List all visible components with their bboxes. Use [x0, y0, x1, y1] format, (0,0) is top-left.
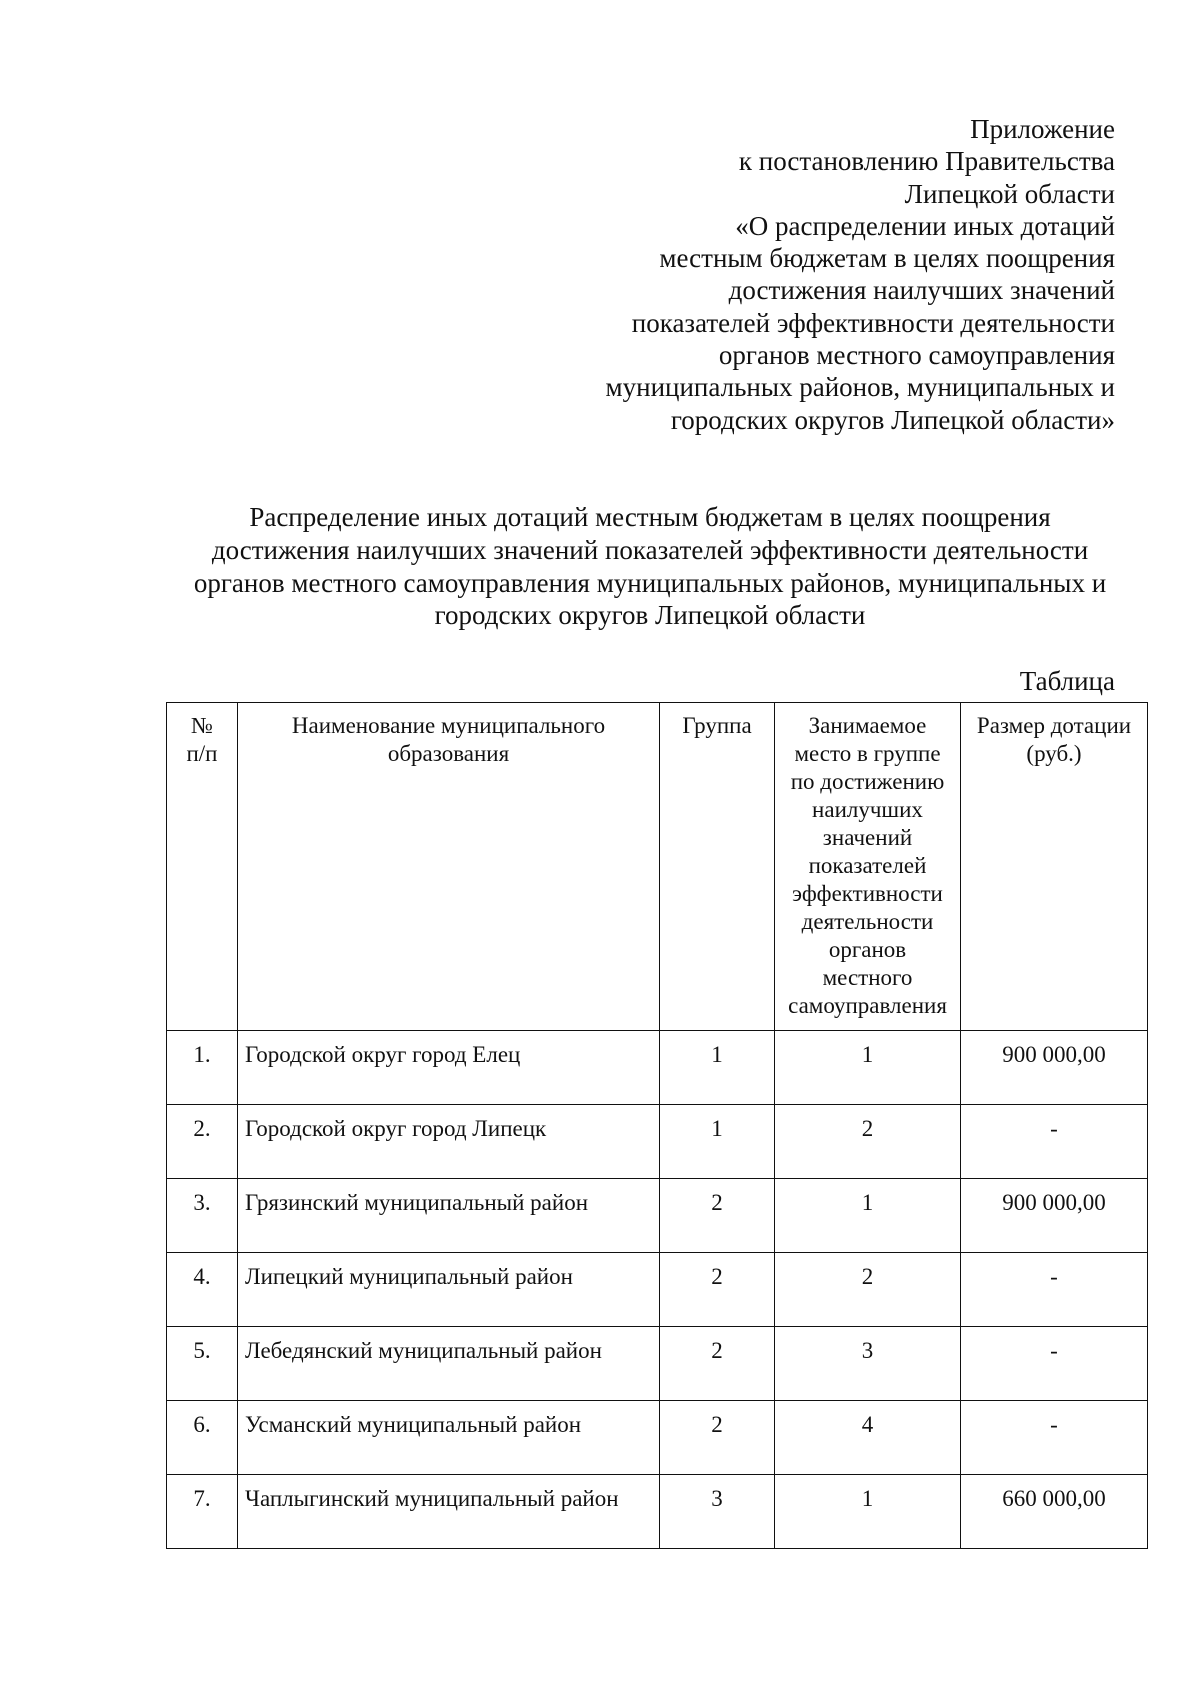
cell-municipality-name: Грязинский муниципальный район [238, 1179, 660, 1253]
document-title [150, 501, 1150, 632]
cell-group: 2 [660, 1253, 775, 1327]
cell-group: 2 [660, 1179, 775, 1253]
cell-municipality-name: Чаплыгинский муниципальный район [238, 1475, 660, 1549]
header-group: Группа [660, 703, 775, 1031]
table-row [167, 1475, 1148, 1549]
appendix-block [606, 113, 1115, 436]
cell-group: 2 [660, 1401, 775, 1475]
cell-place: 1 [775, 1179, 961, 1253]
cell-number: 7. [167, 1475, 238, 1549]
cell-place: 4 [775, 1401, 961, 1475]
cell-number: 6. [167, 1401, 238, 1475]
cell-amount: - [961, 1401, 1148, 1475]
cell-municipality-name: Городской округ город Елец [238, 1031, 660, 1105]
header-place: Занимаемое место в группе по достижению наилучших значений показателей эффективности деятельности органов местного самоуправления [775, 703, 961, 1031]
cell-number: 4. [167, 1253, 238, 1327]
appendix-line: Приложение [970, 114, 1115, 144]
cell-group: 2 [660, 1327, 775, 1401]
cell-place: 1 [775, 1031, 961, 1105]
table-row [167, 1031, 1148, 1105]
appendix-line: местным бюджетам в целях поощрения [659, 243, 1115, 274]
distribution-table [166, 702, 1148, 1549]
cell-amount: - [961, 1105, 1148, 1179]
appendix-line: показателей эффективности деятельности [631, 307, 1115, 338]
title-line: достижения наилучших значений показателей эффективности деятельности [211, 534, 1089, 565]
cell-place: 2 [775, 1105, 961, 1179]
cell-place: 1 [775, 1475, 961, 1549]
header-amount: Размер дотации (руб.) [961, 703, 1148, 1031]
header-municipality-name: Наименование муниципального образования [238, 703, 660, 1031]
cell-number: 3. [167, 1179, 238, 1253]
cell-group: 1 [660, 1031, 775, 1105]
cell-amount: - [961, 1327, 1148, 1401]
appendix-line: к постановлению Правительства [738, 146, 1115, 177]
cell-number: 2. [167, 1105, 238, 1179]
table-row [167, 1105, 1148, 1179]
table-row [167, 1253, 1148, 1327]
cell-municipality-name: Городской округ город Липецк [238, 1105, 660, 1179]
table-row [167, 1327, 1148, 1401]
appendix-line: Липецкой области [904, 178, 1115, 209]
cell-amount: - [961, 1253, 1148, 1327]
cell-place: 2 [775, 1253, 961, 1327]
cell-municipality-name: Усманский муниципальный район [238, 1401, 660, 1475]
cell-number: 5. [167, 1327, 238, 1401]
cell-amount: 660 000,00 [961, 1475, 1148, 1549]
cell-municipality-name: Липецкий муниципальный район [238, 1253, 660, 1327]
header-number: № п/п [167, 703, 238, 1031]
appendix-line: городских округов Липецкой области» [670, 404, 1115, 435]
cell-amount: 900 000,00 [961, 1179, 1148, 1253]
table-caption: Таблица [1019, 666, 1115, 696]
appendix-line: органов местного самоуправления [718, 340, 1115, 371]
table-row [167, 1179, 1148, 1253]
table-row [167, 1401, 1148, 1475]
title-line: органов местного самоуправления муниципальных районов, муниципальных и [193, 567, 1107, 598]
table-header-row [167, 703, 1148, 1031]
appendix-line: муниципальных районов, муниципальных и [605, 372, 1115, 403]
appendix-line: «О распределении иных дотаций [735, 210, 1115, 241]
cell-number: 1. [167, 1031, 238, 1105]
cell-group: 1 [660, 1105, 775, 1179]
cell-amount: 900 000,00 [961, 1031, 1148, 1105]
appendix-line: достижения наилучших значений [728, 275, 1115, 306]
cell-place: 3 [775, 1327, 961, 1401]
cell-group: 3 [660, 1475, 775, 1549]
cell-municipality-name: Лебедянский муниципальный район [238, 1327, 660, 1401]
title-line: городских округов Липецкой области [434, 600, 866, 631]
title-line: Распределение иных дотаций местным бюджетам в целях поощрения [249, 502, 1051, 532]
